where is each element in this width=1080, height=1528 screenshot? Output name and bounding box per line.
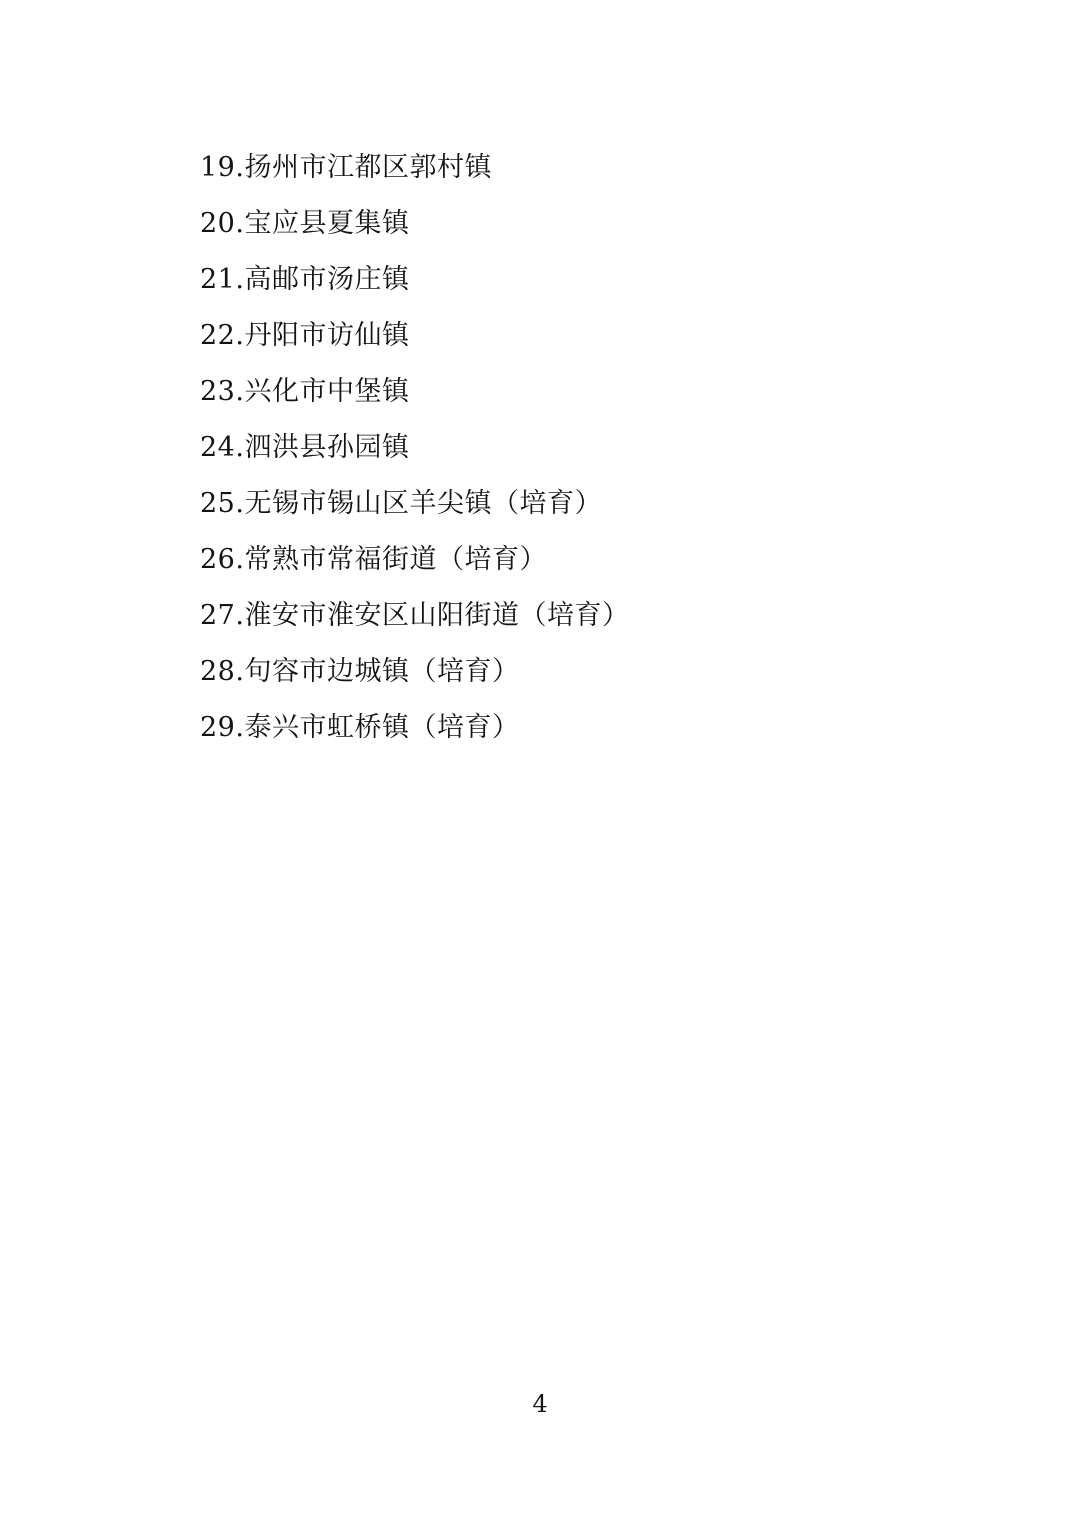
- list-item: 22.丹阳市访仙镇: [200, 320, 410, 351]
- list-item: 27.淮安市淮安区山阳街道（培育）: [200, 600, 630, 631]
- list-item: 19.扬州市江都区郭村镇: [200, 152, 492, 183]
- list-item: 28.句容市边城镇（培育）: [200, 656, 520, 687]
- document-body: [200, 140, 920, 756]
- list-item: 26.常熟市常福街道（培育）: [200, 544, 547, 575]
- list-item: 29.泰兴市虹桥镇（培育）: [200, 712, 520, 743]
- list-item: 20.宝应县夏集镇: [200, 208, 410, 239]
- list-item: 23.兴化市中堡镇: [200, 376, 410, 407]
- page-number: 4: [532, 1390, 548, 1418]
- list-item: 21.高邮市汤庄镇: [200, 264, 410, 295]
- list-item: 25.无锡市锡山区羊尖镇（培育）: [200, 488, 602, 519]
- list-item: 24.泗洪县孙园镇: [200, 432, 410, 463]
